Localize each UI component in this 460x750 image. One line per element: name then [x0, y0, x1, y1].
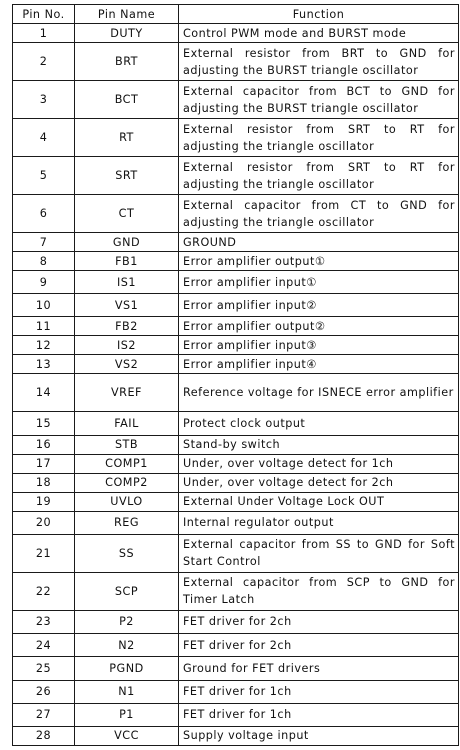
pin-function-cell: Error amplifier input② — [179, 294, 459, 317]
table-row — [13, 511, 459, 534]
pin-function-cell: Control PWM mode and BURST mode — [179, 24, 459, 43]
pin-function-cell: Internal regulator output — [179, 511, 459, 534]
table-row — [13, 336, 459, 355]
header-pin-name: Pin Name — [75, 5, 179, 24]
pin-number-cell: 4 — [13, 119, 75, 157]
pin-function-table — [12, 4, 459, 746]
pin-number-cell: 28 — [13, 726, 75, 745]
pin-number-cell: 23 — [13, 610, 75, 633]
pin-number-cell: 1 — [13, 24, 75, 43]
pin-function-cell: Reference voltage for ISNECE error amplifier — [179, 374, 459, 412]
pin-number-cell: 14 — [13, 374, 75, 412]
pin-name-cell: IS2 — [75, 336, 179, 355]
pin-function-cell: External Under Voltage Lock OUT — [179, 492, 459, 511]
pin-function-cell: Error amplifier input③ — [179, 336, 459, 355]
pin-function-cell: Supply voltage input — [179, 726, 459, 745]
table-row — [13, 680, 459, 703]
pin-number-cell: 18 — [13, 473, 75, 492]
pin-number-cell: 24 — [13, 634, 75, 657]
pin-number-cell: 3 — [13, 81, 75, 119]
pin-name-cell: UVLO — [75, 492, 179, 511]
table-row — [13, 634, 459, 657]
pin-number-cell: 5 — [13, 157, 75, 195]
pin-number-cell: 13 — [13, 355, 75, 374]
table-row — [13, 492, 459, 511]
pin-number-cell: 12 — [13, 336, 75, 355]
pin-name-cell: VS1 — [75, 294, 179, 317]
pin-number-cell: 2 — [13, 43, 75, 81]
pin-number-cell: 25 — [13, 657, 75, 680]
pin-name-cell: FB1 — [75, 252, 179, 271]
pin-name-cell: VREF — [75, 374, 179, 412]
pin-number-cell: 20 — [13, 511, 75, 534]
table-row — [13, 252, 459, 271]
table-body — [13, 24, 459, 746]
pin-number-cell: 26 — [13, 680, 75, 703]
pin-name-cell: P2 — [75, 610, 179, 633]
pin-name-cell: STB — [75, 435, 179, 454]
pin-name-cell: SRT — [75, 157, 179, 195]
pin-function-cell: External resistor from BRT to GND for adjusting the BURST triangle oscillator — [179, 43, 459, 81]
pin-name-cell: P1 — [75, 703, 179, 726]
pin-function-cell: FET driver for 1ch — [179, 703, 459, 726]
table-row — [13, 157, 459, 195]
pin-name-cell: SS — [75, 534, 179, 572]
pin-name-cell: FAIL — [75, 412, 179, 435]
pin-number-cell: 15 — [13, 412, 75, 435]
table-row — [13, 534, 459, 572]
pin-function-cell: FET driver for 1ch — [179, 680, 459, 703]
header-pin-no: Pin No. — [13, 5, 75, 24]
pin-function-cell: FET driver for 2ch — [179, 634, 459, 657]
table-row — [13, 412, 459, 435]
pin-number-cell: 9 — [13, 271, 75, 294]
pin-function-cell: External resistor from SRT to RT for adjusting the triangle oscillator — [179, 119, 459, 157]
table-row — [13, 43, 459, 81]
pin-number-cell: 22 — [13, 572, 75, 610]
table-row — [13, 81, 459, 119]
table-row — [13, 119, 459, 157]
pin-name-cell: DUTY — [75, 24, 179, 43]
pin-number-cell: 6 — [13, 195, 75, 233]
pin-name-cell: FB2 — [75, 317, 179, 336]
pin-number-cell: 27 — [13, 703, 75, 726]
pin-function-cell: Error amplifier output① — [179, 252, 459, 271]
pin-name-cell: RT — [75, 119, 179, 157]
table-row — [13, 572, 459, 610]
pin-function-cell: Ground for FET drivers — [179, 657, 459, 680]
table-row — [13, 435, 459, 454]
table-row — [13, 294, 459, 317]
pin-function-cell: Error amplifier input① — [179, 271, 459, 294]
pin-name-cell: SCP — [75, 572, 179, 610]
pin-function-cell: Error amplifier output② — [179, 317, 459, 336]
pin-function-cell: External capacitor from SS to GND for Soft Start Control — [179, 534, 459, 572]
pin-name-cell: BRT — [75, 43, 179, 81]
pin-name-cell: VCC — [75, 726, 179, 745]
pin-function-cell: External resistor from SRT to RT for adjusting the triangle oscillator — [179, 157, 459, 195]
pin-name-cell: COMP1 — [75, 454, 179, 473]
pin-name-cell: BCT — [75, 81, 179, 119]
pin-number-cell: 17 — [13, 454, 75, 473]
pin-name-cell: CT — [75, 195, 179, 233]
pin-function-cell: Under, over voltage detect for 1ch — [179, 454, 459, 473]
pin-name-cell: IS1 — [75, 271, 179, 294]
header-function: Function — [179, 5, 459, 24]
table-row — [13, 317, 459, 336]
pin-function-cell: FET driver for 2ch — [179, 610, 459, 633]
pin-name-cell: N2 — [75, 634, 179, 657]
table-row — [13, 657, 459, 680]
pin-function-cell: Stand-by switch — [179, 435, 459, 454]
pin-name-cell: GND — [75, 233, 179, 252]
pin-function-cell: External capacitor from CT to GND for adjusting the triangle oscillator — [179, 195, 459, 233]
table-row — [13, 726, 459, 745]
pin-function-cell: Protect clock output — [179, 412, 459, 435]
table-row — [13, 703, 459, 726]
table-row — [13, 24, 459, 43]
pin-name-cell: VS2 — [75, 355, 179, 374]
table-row — [13, 271, 459, 294]
table-row — [13, 473, 459, 492]
pin-number-cell: 16 — [13, 435, 75, 454]
table-row — [13, 374, 459, 412]
pin-function-cell: External capacitor from SCP to GND for Timer Latch — [179, 572, 459, 610]
pin-number-cell: 11 — [13, 317, 75, 336]
pin-name-cell: PGND — [75, 657, 179, 680]
pin-function-cell: GROUND — [179, 233, 459, 252]
table-row — [13, 355, 459, 374]
pin-number-cell: 19 — [13, 492, 75, 511]
pin-name-cell: REG — [75, 511, 179, 534]
table-row — [13, 195, 459, 233]
pin-number-cell: 21 — [13, 534, 75, 572]
pin-number-cell: 8 — [13, 252, 75, 271]
table-row — [13, 454, 459, 473]
table-row — [13, 233, 459, 252]
pin-function-cell: External capacitor from BCT to GND for adjusting the BURST triangle oscillator — [179, 81, 459, 119]
pin-name-cell: N1 — [75, 680, 179, 703]
table-row — [13, 610, 459, 633]
pin-function-cell: Under, over voltage detect for 2ch — [179, 473, 459, 492]
pin-number-cell: 10 — [13, 294, 75, 317]
pin-number-cell: 7 — [13, 233, 75, 252]
pin-function-cell: Error amplifier input④ — [179, 355, 459, 374]
table-header-row — [13, 5, 459, 24]
pin-name-cell: COMP2 — [75, 473, 179, 492]
